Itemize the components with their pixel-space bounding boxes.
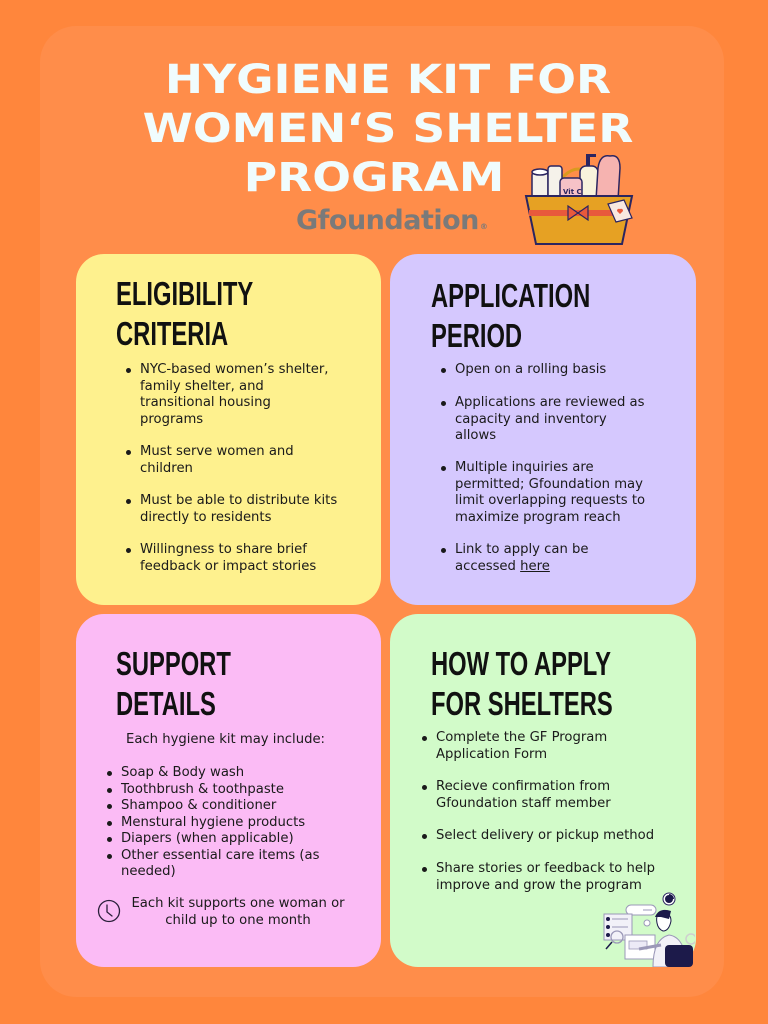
item-text: Toothbrush & toothpaste <box>121 781 284 797</box>
item-text: allows <box>455 428 497 443</box>
bullet <box>441 466 446 471</box>
item-text: Multiple inquiries are <box>455 460 594 475</box>
bullet <box>422 785 427 790</box>
bullet <box>126 450 131 455</box>
item-text: Open on a rolling basis <box>455 362 607 377</box>
item-text: Soap & Body wash <box>121 765 245 780</box>
item-text: feedback or impact stories <box>140 558 317 574</box>
item-text: Must be able to distribute kits <box>140 493 338 508</box>
item-text: Complete the GF Program <box>436 730 608 745</box>
gfoundation-logo <box>296 205 487 239</box>
bullet <box>107 771 112 776</box>
bullet <box>441 548 446 553</box>
how-to-apply-heading <box>431 644 613 724</box>
note-line: child up to one month <box>165 912 311 928</box>
item-text: directly to residents <box>140 509 272 525</box>
registered-mark: ® <box>479 222 488 231</box>
item-text: transitional housing <box>140 395 271 410</box>
heading-line: ELIGIBILITY <box>116 275 254 312</box>
item-text: limit overlapping requests to <box>455 493 646 508</box>
bullet <box>107 854 112 859</box>
title-line: PROGRAM <box>243 155 505 201</box>
bullet <box>441 401 446 406</box>
bullet <box>126 368 131 373</box>
item-text: Willingness to share brief <box>140 542 307 557</box>
item-text: Share stories or feedback to help <box>436 861 656 876</box>
lotion-bottle <box>596 156 620 200</box>
bullet <box>126 548 131 553</box>
bullet <box>441 368 446 373</box>
item-text: capacity and inventory <box>455 411 607 427</box>
item-text: Diapers (when applicable) <box>121 831 294 846</box>
heading-line: FOR SHELTERS <box>431 685 613 722</box>
clock-icon <box>97 899 121 923</box>
heading-line: HOW TO APPLY <box>431 645 611 682</box>
item-text: Link to apply can be <box>455 542 589 557</box>
bullet <box>107 788 112 793</box>
application-period-card <box>390 254 696 605</box>
bullet <box>422 867 427 872</box>
bullet <box>126 499 131 504</box>
heading-line: PERIOD <box>431 317 523 354</box>
item-text: permitted; Gfoundation may <box>455 476 643 492</box>
support-details-heading <box>116 644 231 724</box>
apply-link-line <box>455 559 588 576</box>
title-line: HYGIENE KIT FOR <box>164 57 612 103</box>
heading-line: CRITERIA <box>116 315 229 352</box>
support-details-card <box>76 614 381 967</box>
link-prefix: accessed <box>455 558 521 574</box>
bullet <box>422 834 427 839</box>
bullet <box>107 804 112 809</box>
hygiene-basket-icon <box>520 148 638 248</box>
heading-line: SUPPORT <box>116 645 231 682</box>
note-line: Each kit supports one woman or <box>131 896 345 911</box>
item-text: NYC-based women’s shelter, <box>140 362 329 377</box>
item-text: family shelter, and <box>140 378 264 394</box>
support-note <box>128 896 348 929</box>
eligibility-heading <box>116 274 253 354</box>
heading-line: DETAILS <box>116 685 216 722</box>
item-text: Shampoo & conditioner <box>121 798 277 813</box>
item-text: maximize program reach <box>455 509 621 525</box>
apply-here-link[interactable]: here <box>520 558 550 574</box>
person-at-computer-icon <box>595 887 695 967</box>
application-period-heading <box>431 276 590 356</box>
item-text: Recieve confirmation from <box>436 779 611 794</box>
item-text: children <box>140 460 193 476</box>
item-text: Applications are reviewed as <box>455 395 645 410</box>
item-text: improve and grow the program <box>436 877 642 893</box>
bullet <box>107 837 112 842</box>
item-text: needed) <box>121 864 176 879</box>
bullet <box>422 736 427 741</box>
heading-line: APPLICATION <box>431 277 591 314</box>
vitamin-label: Vit C <box>563 188 582 196</box>
item-text: Must serve women and <box>140 444 294 459</box>
item-text: Application Form <box>436 746 548 762</box>
item-text: Other essential care items (as <box>121 847 320 863</box>
item-text: Menstural hygiene products <box>121 814 306 830</box>
eligibility-card <box>76 254 381 605</box>
support-intro: Each hygiene kit may include: <box>126 732 325 747</box>
logo-text: Gfoundation <box>296 205 479 236</box>
poster-title <box>0 56 768 203</box>
title-line: WOMEN‘S SHELTER <box>142 106 634 152</box>
bullet <box>107 821 112 826</box>
item-text: programs <box>140 411 204 427</box>
item-text: Select delivery or pickup method <box>436 828 655 843</box>
item-text: Gfoundation staff member <box>436 795 611 811</box>
